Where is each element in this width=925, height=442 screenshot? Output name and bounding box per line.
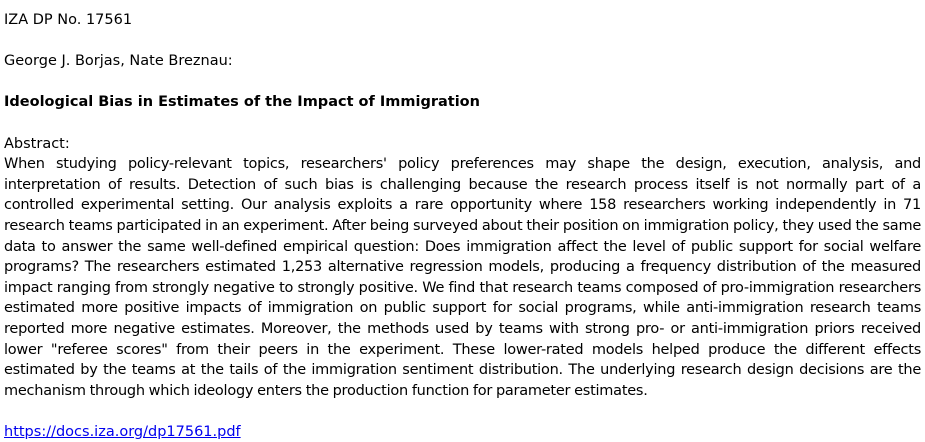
spacer [4,113,921,134]
abstract-text: When studying policy-relevant topics, researchers' policy preferences may shape the design, execution, analysis, and interpretation of results. Detection of such bias is challenging because the research process itself is not normally part of a controlled experimental setting. Our analysis exploits a rare opportunity where 158 researchers working independently in 71 research teams participated in an experiment. After being surveyed about their position on immigration policy, they used the same data to answer the same well-defined empirical question: Does immigration affect the level of public support for social welfare programs? The researchers estimated 1,253 alternative regression models, producing a frequency distribution of the measured impact ranging from strongly negative to strongly positive. We find that research teams composed of pro-immigration researchers estimated more positive impacts of immigration on public support for social programs, while anti-immigration research teams reported more negative estimates. Moreover, the methods used by teams with strong pro- or anti-immigration priors received lower "referee scores" from their peers in the experiment. These lower-rated models helped produce the different effects estimated by the teams at the tails of the immigration sentiment distribution. The underlying research design decisions are the mechanism through which ideology enters the production function for parameter estimates. [4,156,921,399]
paper-title: Ideological Bias in Estimates of the Impact of Immigration [4,94,480,111]
authors: George J. Borjas, Nate Breznau: [4,53,233,70]
spacer [4,401,921,422]
spacer [4,72,921,93]
pdf-link[interactable]: https://docs.iza.org/dp17561.pdf [4,423,241,440]
series-number: IZA DP No. 17561 [4,12,133,28]
abstract-label: Abstract: [4,135,70,152]
spacer [4,31,921,52]
